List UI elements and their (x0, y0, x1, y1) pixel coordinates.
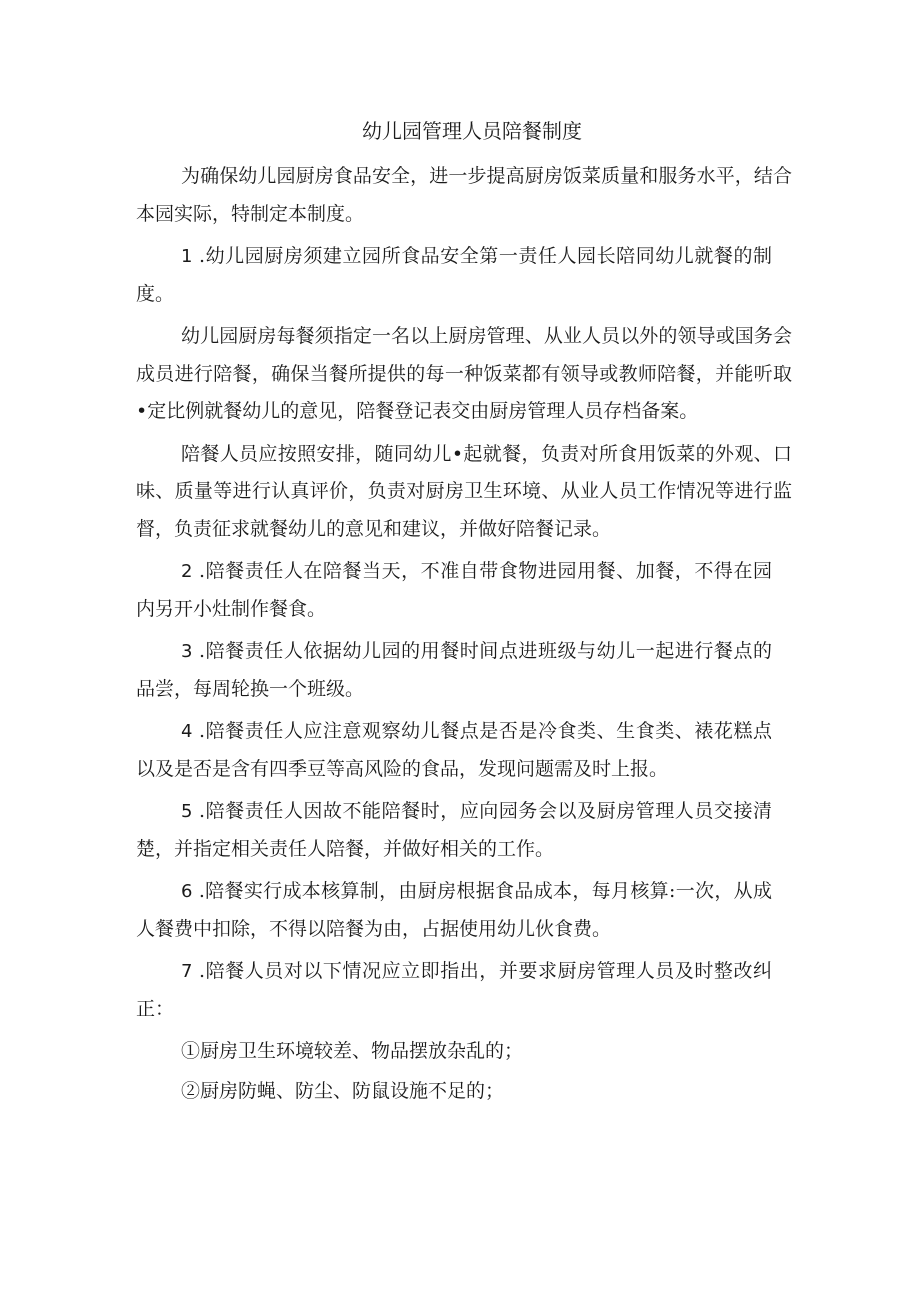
paragraph-text: .陪餐责任人依据幼儿园的用餐时间点进班级与幼儿一起进行餐点的品尝，每周轮换一个班级。 (136, 640, 772, 700)
document-title: 幼儿园管理人员陪餐制度 (362, 119, 582, 143)
paragraph-clause-5 (136, 793, 792, 868)
list-item: ①厨房卫生环境较差、物品摆放杂乱的； (181, 1040, 524, 1062)
paragraph-text: .陪餐实行成本核算制，由厨房根据食品成本，每月核算:一次，从成人餐费中扣除，不得以陪餐为由，占据使用幼儿伙食费。 (136, 880, 772, 940)
paragraph-text: .幼儿园厨房须建立园所食品安全第一责任人园长陪同幼儿就餐的制度。 (136, 245, 772, 305)
clause-number: 3 (181, 641, 193, 662)
paragraph-text: .陪餐责任人因故不能陪餐时，应向园务会以及厨房管理人员交接清楚，并指定相关责任人陪餐，并做好相关的工作。 (136, 800, 772, 860)
clause-number: 7 (181, 961, 193, 982)
paragraph-text: .陪餐责任人应注意观察幼儿餐点是否是冷食类、生食类、裱花糕点以及是否是含有四季豆等高风险的食品，发现问题需及时上报。 (136, 720, 772, 780)
paragraph-clause-1 (136, 238, 792, 313)
paragraph-text: .陪餐责任人在陪餐当天，不准自带食物进园用餐、加餐，不得在园内另开小灶制作餐食。 (136, 560, 772, 620)
paragraph-text: 陪餐人员应按照安排，随同幼儿•起就餐，负责对所食用饭菜的外观、口味、质量等进行认真评价，负责对厨房卫生环境、从业人员工作情况等进行监督，负责征求就餐幼儿的意见和建议，并做好陪餐记录。 (136, 442, 792, 540)
clause-number: 2 (181, 561, 193, 582)
paragraph-clause-6 (136, 873, 792, 948)
paragraph-clause-1-detail (136, 318, 792, 431)
paragraph-clause-7 (136, 953, 792, 1028)
paragraph-intro (136, 158, 792, 233)
clause-number: 5 (181, 801, 193, 822)
paragraph-clause-3 (136, 633, 792, 708)
paragraph-clause-2 (136, 553, 792, 628)
paragraph-clause-4 (136, 713, 792, 788)
clause-number: 1 (181, 246, 193, 267)
list-item: ②厨房防蝇、防尘、防鼠设施不足的； (181, 1079, 505, 1102)
document-page (136, 112, 792, 1112)
paragraph-text: 幼儿园厨房每餐须指定一名以上厨房管理、从业人员以外的领导或国务会成员进行陪餐，确保当餐所提供的每一种饭菜都有领导或教师陪餐，并能听取•定比例就餐幼儿的意见，陪餐登记表交由厨房管理人员存档备案。 (136, 325, 792, 422)
paragraph-text: 为确保幼儿园厨房食品安全，进一步提高厨房饭菜质量和服务水平，结合本园实际，特制定本制度。 (136, 165, 792, 225)
clause-number: 4 (181, 721, 193, 742)
paragraph-text: .陪餐人员对以下情况应立即指出，并要求厨房管理人员及时整改纠正： (136, 960, 772, 1020)
paragraph-clause-1-duties (136, 436, 792, 549)
clause-number: 6 (181, 881, 193, 902)
